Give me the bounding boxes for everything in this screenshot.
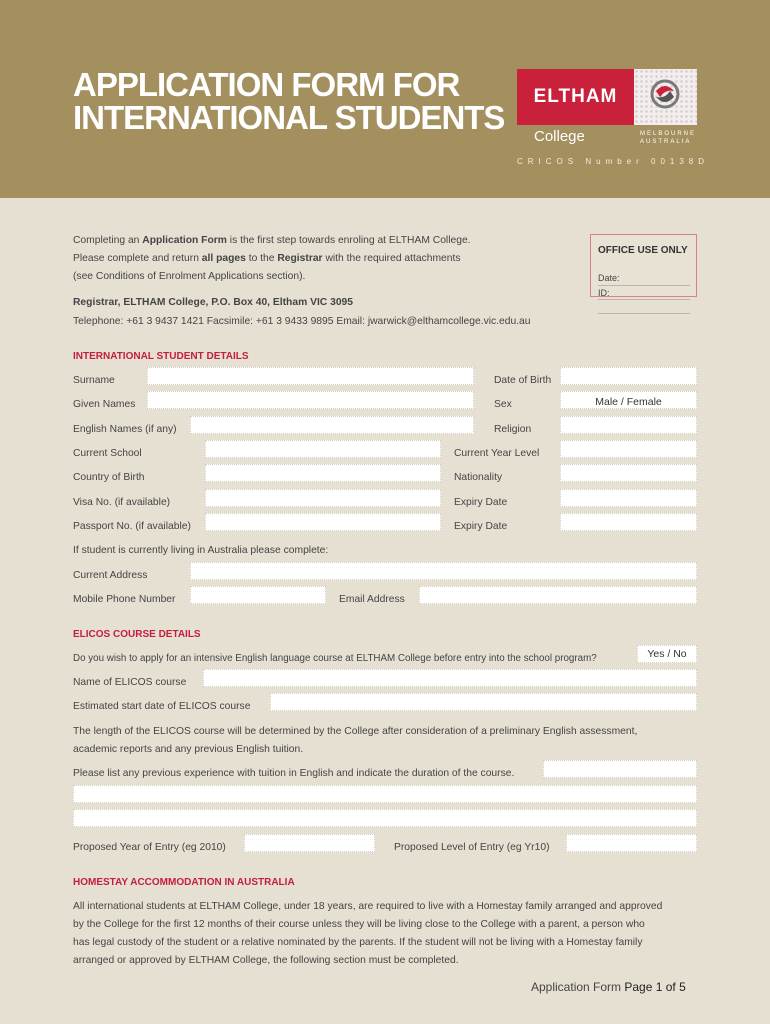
- english-names-label: English Names (if any): [73, 424, 177, 435]
- page-footer: Application Form Page 1 of 5: [531, 980, 686, 994]
- logo-pattern: [634, 69, 697, 125]
- office-use-box: [590, 234, 697, 297]
- email-field[interactable]: [419, 586, 697, 604]
- visa-no-label: Visa No. (if available): [73, 497, 171, 508]
- elicos-heading: ELICOS COURSE DETAILS: [73, 629, 201, 640]
- religion-field[interactable]: [560, 416, 697, 434]
- passport-no-label: Passport No. (if available): [73, 521, 191, 532]
- year-of-entry-field[interactable]: [244, 834, 375, 852]
- homestay-line-2: by the College for the first 12 months of their course unless they will be living close to the College with a parent, a person who: [73, 919, 645, 930]
- elicos-start-date-field[interactable]: [270, 693, 697, 711]
- mobile-field[interactable]: [190, 586, 326, 604]
- elicos-length-line-2: academic reports and any previous English tuition.: [73, 744, 304, 755]
- visa-expiry-label: Expiry Date: [454, 497, 508, 508]
- office-id-label: ID:: [598, 288, 610, 298]
- country-of-birth-label: Country of Birth: [73, 472, 145, 483]
- elicos-yes-no-options: Yes / No: [647, 648, 687, 660]
- religion-label: Religion: [494, 424, 532, 435]
- level-of-entry-label: Proposed Level of Entry (eg Yr10): [394, 842, 550, 853]
- elicos-length-line-1: The length of the ELICOS course will be determined by the College after consideration of a preliminary English assessment,: [73, 726, 638, 737]
- current-school-label: Current School: [73, 448, 142, 459]
- dob-label: Date of Birth: [494, 375, 552, 386]
- previous-tuition-field-3[interactable]: [73, 809, 697, 827]
- current-school-field[interactable]: [205, 440, 441, 458]
- office-id-line: [598, 299, 690, 300]
- current-year-level-label: Current Year Level: [454, 448, 540, 459]
- homestay-heading: HOMESTAY ACCOMMODATION IN AUSTRALIA: [73, 877, 295, 888]
- given-names-label: Given Names: [73, 399, 136, 410]
- surname-field[interactable]: [147, 367, 474, 385]
- elicos-start-date-label: Estimated start date of ELICOS course: [73, 701, 251, 712]
- office-date-line: [598, 285, 690, 286]
- previous-tuition-field-1[interactable]: [543, 760, 697, 778]
- office-extra-line: [598, 313, 690, 314]
- dob-field[interactable]: [560, 367, 697, 385]
- english-names-field[interactable]: [190, 416, 474, 434]
- intro-line-2: Please complete and return all pages to the Registrar with the required attachments: [73, 253, 461, 264]
- previous-tuition-label: Please list any previous experience with tuition in English and indicate the duration of the course.: [73, 768, 515, 779]
- swirl-icon: [634, 69, 697, 125]
- previous-tuition-field-2[interactable]: [73, 785, 697, 803]
- contact-details: Telephone: +61 3 9437 1421 Facsimile: +61 3 9433 9895 Email: jwarwick@elthamcollege.vic.edu.au: [73, 316, 531, 327]
- visa-no-field[interactable]: [205, 489, 441, 507]
- sex-label: Sex: [494, 399, 512, 410]
- logo-college-text: College: [517, 125, 634, 148]
- registrar-address: Registrar, ELTHAM College, P.O. Box 40, Eltham VIC 3095: [73, 297, 354, 308]
- given-names-field[interactable]: [147, 391, 474, 409]
- current-address-label: Current Address: [73, 570, 148, 581]
- level-of-entry-field[interactable]: [566, 834, 697, 852]
- nationality-label: Nationality: [454, 472, 503, 483]
- page-title: APPLICATION FORM FOR INTERNATIONAL STUDENTS: [73, 66, 505, 136]
- mobile-label: Mobile Phone Number: [73, 594, 176, 605]
- elicos-course-name-label: Name of ELICOS course: [73, 677, 187, 688]
- current-address-field[interactable]: [190, 562, 697, 580]
- office-use-title: OFFICE USE ONLY: [598, 245, 688, 256]
- passport-expiry-label: Expiry Date: [454, 521, 508, 532]
- logo-location: MELBOURNE AUSTRALIA: [634, 125, 697, 148]
- elicos-course-name-field[interactable]: [203, 669, 697, 687]
- homestay-line-4: arranged or approved by ELTHAM College, the following section must be completed.: [73, 955, 459, 966]
- email-label: Email Address: [339, 594, 405, 605]
- country-of-birth-field[interactable]: [205, 464, 441, 482]
- logo-name-block: ELTHAM: [517, 69, 634, 125]
- year-of-entry-label: Proposed Year of Entry (eg 2010): [73, 842, 226, 853]
- nationality-field[interactable]: [560, 464, 697, 482]
- homestay-line-1: All international students at ELTHAM College, under 18 years, are required to live with a Homestay family arranged and approved: [73, 901, 663, 912]
- passport-expiry-field[interactable]: [560, 513, 697, 531]
- visa-expiry-field[interactable]: [560, 489, 697, 507]
- living-in-australia-note: If student is currently living in Australia please complete:: [73, 545, 329, 556]
- passport-no-field[interactable]: [205, 513, 441, 531]
- homestay-line-3: has legal custody of the student or a relative nominated by the parents. If the student will not be living with a Homestay family: [73, 937, 643, 948]
- intro-line-3: (see Conditions of Enrolment Applications section).: [73, 271, 306, 282]
- eltham-logo: [517, 69, 697, 148]
- current-year-level-field[interactable]: [560, 440, 697, 458]
- elicos-question: Do you wish to apply for an intensive English language course at ELTHAM College before entry into the school program?: [73, 653, 597, 664]
- office-date-label: Date:: [598, 273, 620, 283]
- sex-options: Male / Female: [595, 396, 662, 408]
- surname-label: Surname: [73, 375, 115, 386]
- intro-line-1: Completing an Application Form is the first step towards enroling at ELTHAM College.: [73, 235, 471, 246]
- cricos-number: CRICOS Number 00138D: [517, 157, 710, 166]
- student-details-heading: INTERNATIONAL STUDENT DETAILS: [73, 351, 249, 362]
